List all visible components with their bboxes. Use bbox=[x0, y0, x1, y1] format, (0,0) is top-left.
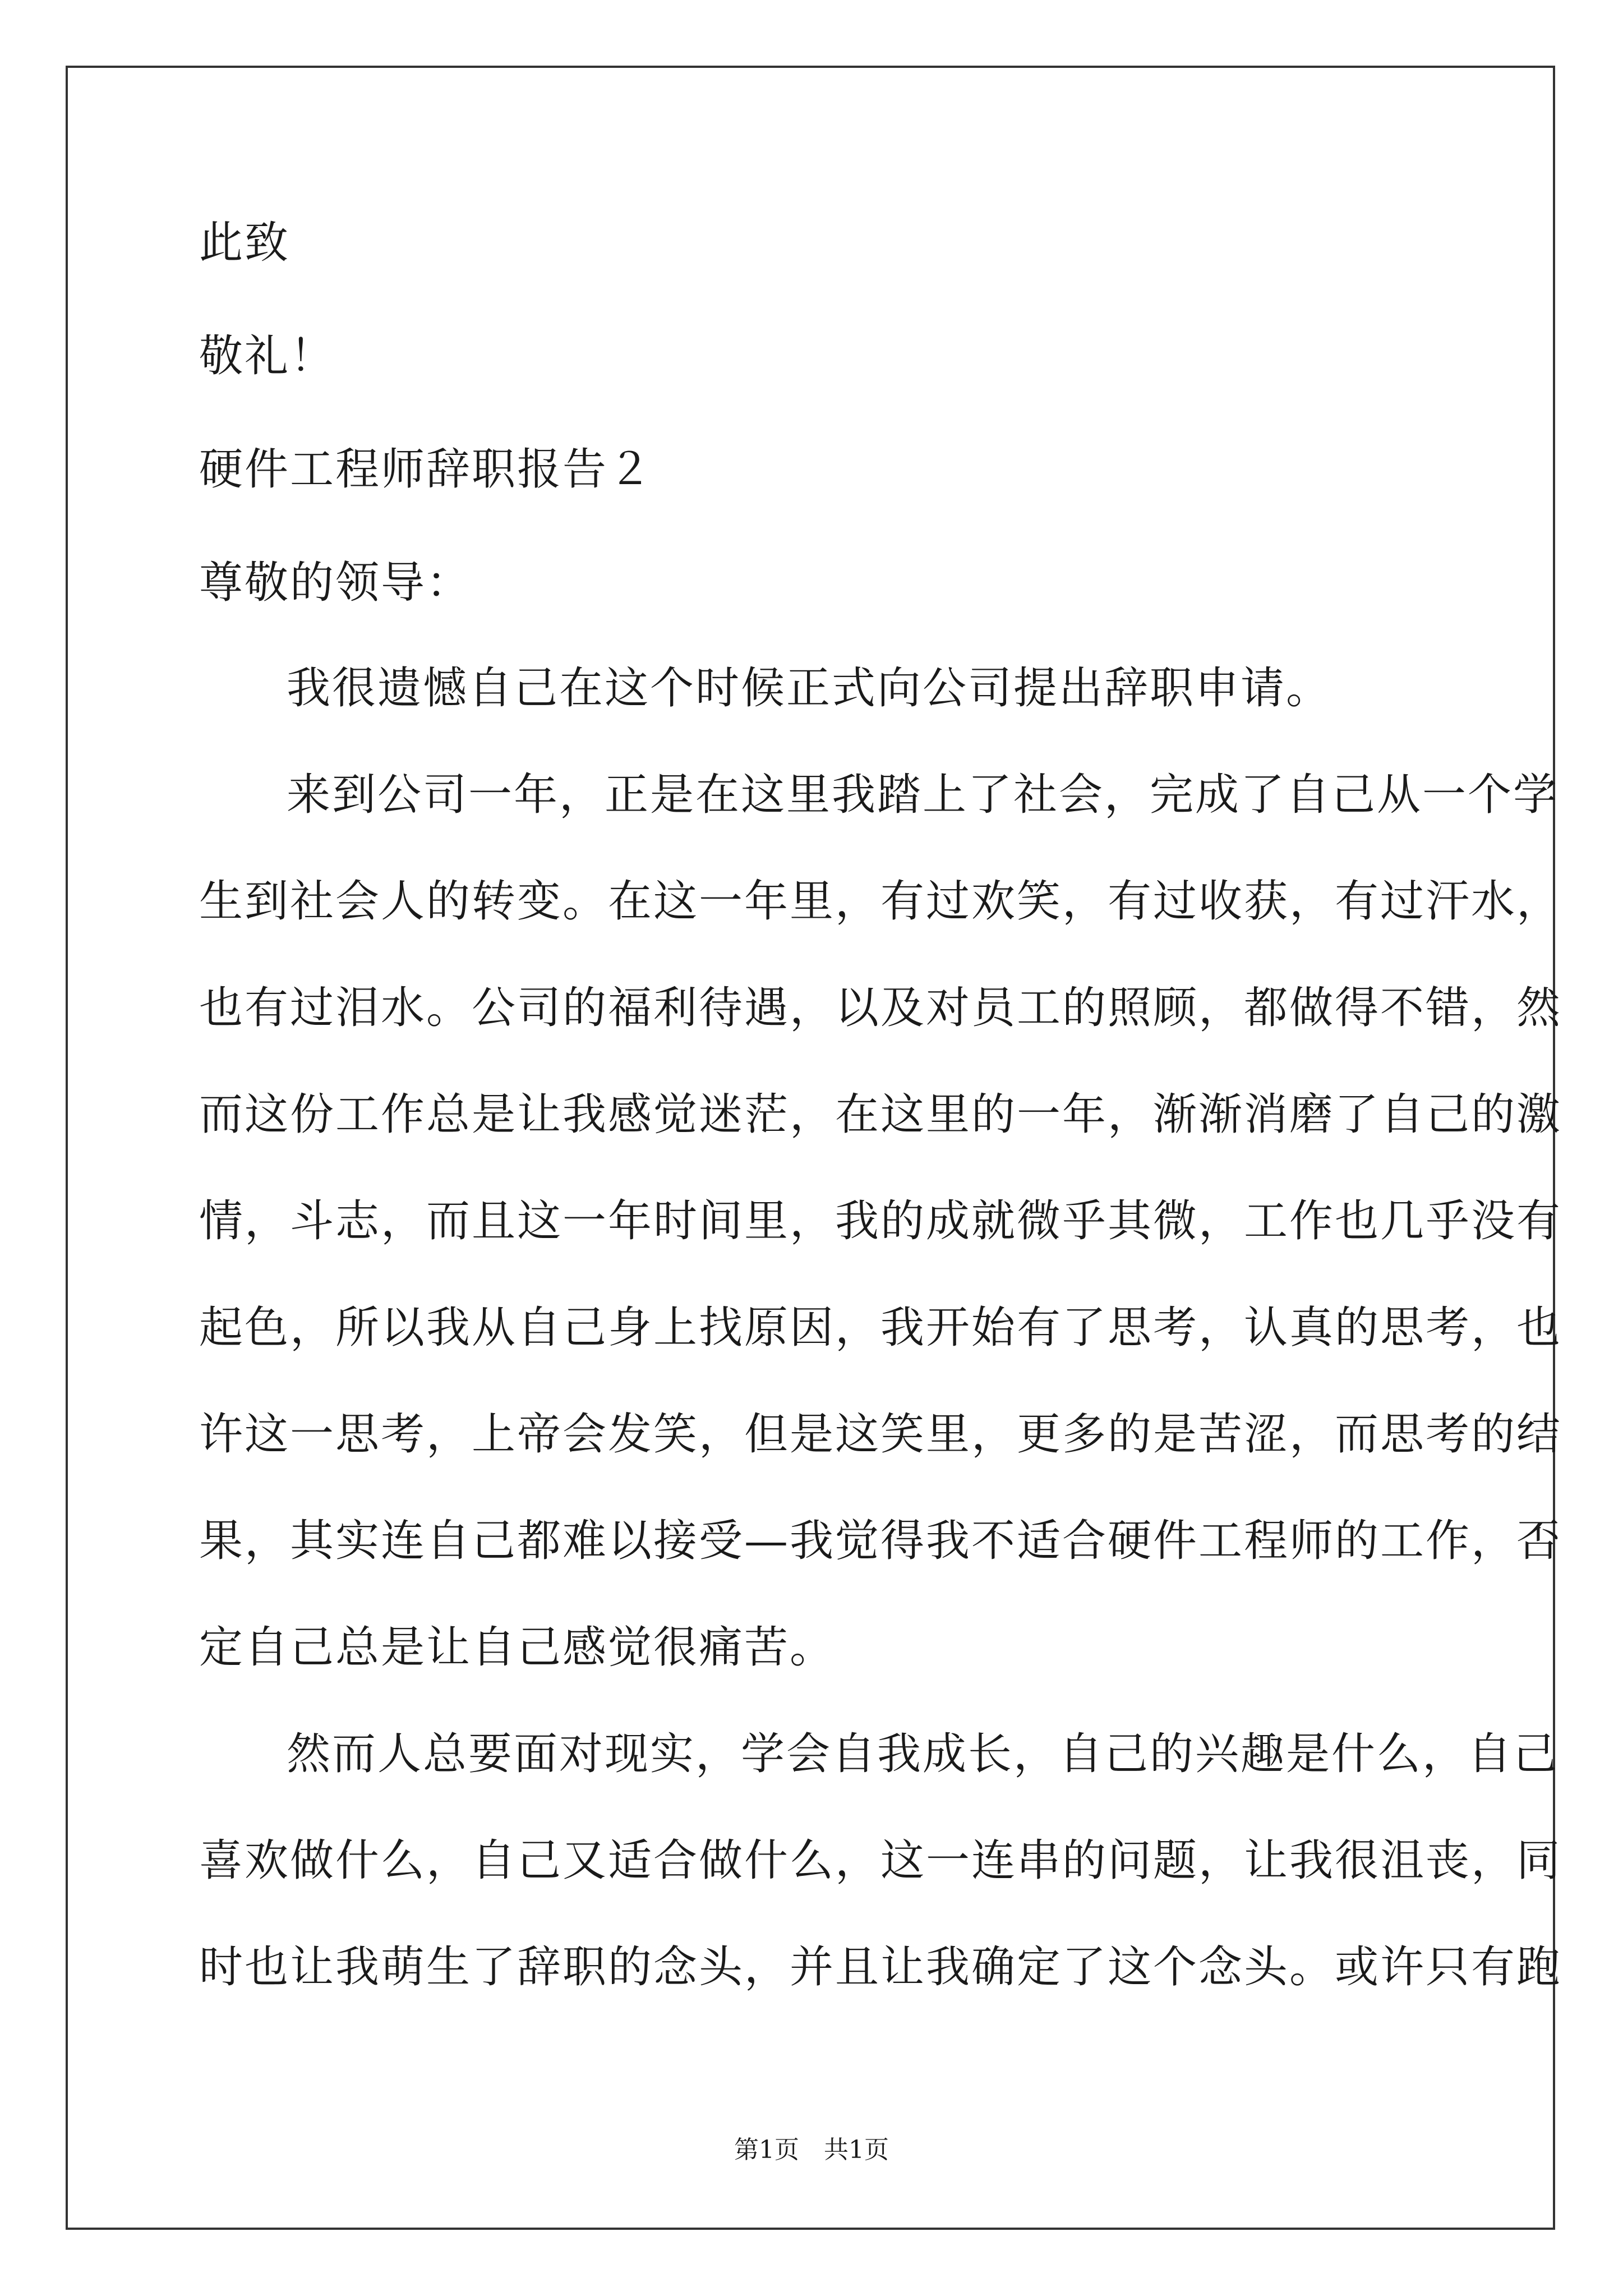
paragraph-line: 也有过泪水。公司的福利待遇，以及对员工的照顾，都做得不错，然 bbox=[199, 983, 1562, 1033]
paragraph-2 bbox=[199, 742, 1562, 1701]
paragraph-1 bbox=[199, 635, 1433, 742]
page-footer: 第1页 共1页 bbox=[734, 2136, 889, 2164]
paragraph-line: 果，其实连自己都难以接受—我觉得我不适合硬件工程师的工作，否 bbox=[199, 1516, 1562, 1566]
closing-line-2: 敬礼！ bbox=[199, 331, 336, 381]
paragraph-line: 来到公司一年，正是在这里我踏上了社会，完成了自己从一个学 bbox=[287, 770, 1559, 820]
paragraph-line: 许这一思考，上帝会发笑，但是这笑里，更多的是苦涩，而思考的结 bbox=[199, 1409, 1562, 1460]
paragraph-line: 喜欢做什么，自己又适合做什么，这一连串的问题，让我很沮丧，同 bbox=[199, 1835, 1562, 1886]
paragraph-line: 时也让我萌生了辞职的念头，并且让我确定了这个念头。或许只有跑 bbox=[199, 1942, 1562, 1993]
paragraph-line: 情，斗志，而且这一年时间里，我的成就微乎其微，工作也几乎没有 bbox=[199, 1196, 1562, 1246]
paragraph-line: 定自己总是让自己感觉很痛苦。 bbox=[199, 1622, 836, 1673]
document-body bbox=[199, 213, 1562, 2021]
paragraph-line: 然而人总要面对现实，学会自我成长，自己的兴趣是什么，自己 bbox=[287, 1729, 1559, 1779]
paragraph-line: 我很遗憾自己在这个时候正式向公司提出辞职申请。 bbox=[287, 663, 1332, 714]
paragraph-line: 生到社会人的转变。在这一年里，有过欢笑，有过收获，有过汗水， bbox=[199, 876, 1562, 927]
paragraph-line: 起色，所以我从自己身上找原因，我开始有了思考，认真的思考，也 bbox=[199, 1303, 1562, 1353]
salutation: 尊敬的领导： bbox=[199, 558, 472, 608]
document-title: 硬件工程师辞职报告２ bbox=[199, 444, 654, 495]
paragraph-line: 而这份工作总是让我感觉迷茫，在这里的一年，渐渐消磨了自己的激 bbox=[199, 1089, 1562, 1140]
closing-line-1: 此致 bbox=[199, 218, 291, 268]
paragraph-3 bbox=[199, 1701, 1562, 2021]
